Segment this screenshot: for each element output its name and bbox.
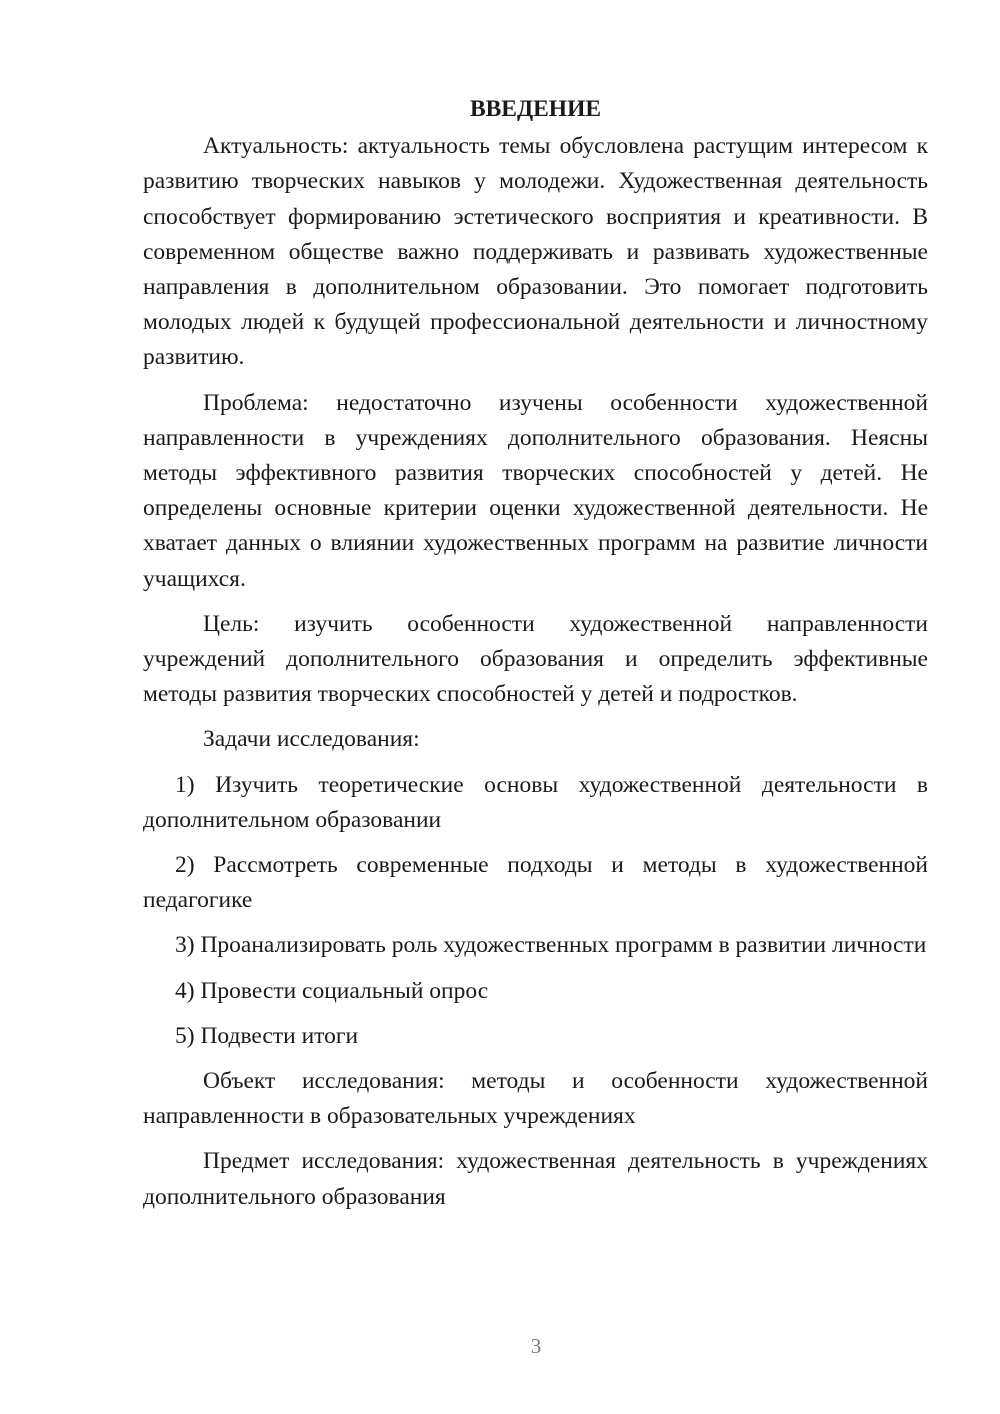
section-title: ВВЕДЕНИЕ — [469, 96, 602, 122]
task-item: 4) Провести социальный опрос — [175, 977, 489, 1004]
task-item: 2) Рассмотреть современные подходы и методы в художественной педагогике — [143, 852, 928, 914]
page-number: 3 — [530, 1334, 542, 1358]
task-item: 3) Проанализировать роль художественных программ в развитии личности — [175, 932, 927, 959]
paragraph-object: Объект исследования: методы и особенности художественной направленности в образовательных учреждениях — [143, 1068, 928, 1130]
paragraph-problem: Проблема: недостаточно изучены особенности художественной направленности в учреждениях дополнительного образования. Неясны методы эффективного развития творческих способностей у детей. Не определены основные критерии оценки художественной деятельности. Не хватает данных о влиянии художественных программ на развитие личности учащихся. — [143, 389, 928, 592]
paragraph-goal: Цель: изучить особенности художественной направленности учреждений дополнительного образования и определить эффективные методы развития творческих способностей у детей и подростков. — [143, 610, 928, 708]
paragraph-subject: Предмет исследования: художественная деятельность в учреждениях дополнительного образования — [143, 1148, 928, 1210]
paragraph-relevance: Актуальность: актуальность темы обусловлена растущим интересом к развитию творческих навыков у молодежи. Художественная деятельность способствует формированию эстетического восприятия и креативности. В современном обществе важно поддерживать и развивать художественные направления в дополнительном образовании. Это помогает подготовить молодых людей к будущей профессиональной деятельности и личностному развитию. — [143, 133, 928, 371]
paragraph-tasks-heading: Задачи исследования: — [203, 726, 420, 753]
task-item: 5) Подвести итоги — [175, 1022, 359, 1049]
document-page — [143, 92, 928, 1225]
task-item: 1) Изучить теоретические основы художественной деятельности в дополнительном образовании — [143, 771, 928, 833]
